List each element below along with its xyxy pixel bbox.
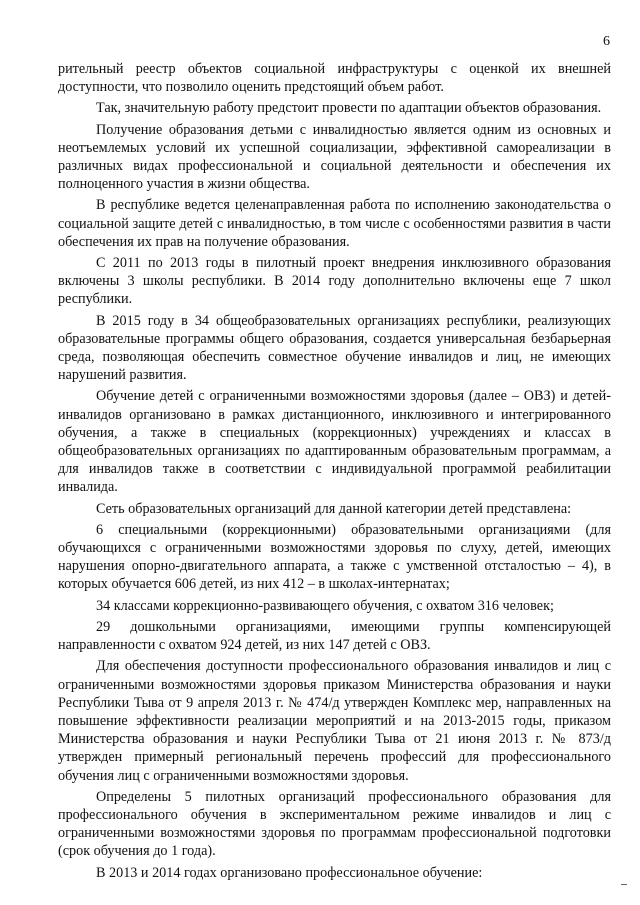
scan-mark xyxy=(621,884,627,885)
page-number: 6 xyxy=(603,34,610,49)
paragraph-network-intro: Сеть образовательных организаций для данной категории детей представлена: xyxy=(96,500,572,517)
paragraph-education-right: Получение образования детьми с инвалидностью является одним из основных и неотъемлемых условий их успешной социализации, эффективной самореализации в различных видах профессиональной и социальной деятельности и обеспечения их полноценного участия в жизни общества. xyxy=(58,121,611,193)
paragraph-barrier-free: В 2015 году в 34 общеобразовательных организациях республики, реализующих образовательные программы общего образования, создается универсальная безбарьерная среда, позволяющая обеспечить совместное обучение инвалидов и лиц, не имеющих нарушений развития. xyxy=(58,312,611,384)
list-item-preschool: 29 дошкольными организациями, имеющими группы компенсирующей направленности с охватом 924 детей, из них 147 детей с ОВЗ. xyxy=(58,618,611,654)
paragraph-ovz-education: Обучение детей с ограниченными возможностями здоровья (далее – ОВЗ) и детей-инвалидов организовано в рамках дистанционного, инклюзивного и интегрированного обучения, а также в специальных (коррекционных) учреждениях и классах в общеобразовательных организациях по адаптированным образовательным программам, а для инвалидов также в соответствии с индивидуальной программой реабилитации инвалида. xyxy=(58,388,611,496)
list-item-correction-classes: 34 классами коррекционно-развивающего обучения, с охватом 316 человек; xyxy=(96,597,554,614)
body-text xyxy=(58,60,611,885)
paragraph-adaptation: Так, значительную работу предстоит провести по адаптации объектов образования. xyxy=(96,100,602,117)
paragraph-training-intro: В 2013 и 2014 годах организовано профессиональное обучение: xyxy=(96,864,483,881)
paragraph-professional-education: Для обеспечения доступности профессионального образования инвалидов и лиц с ограниченными возможностями здоровья приказом Министерства образования и науки Республики Тыва от 9 апреля 2013 г. № 474/д утвержден Комплекс мер, направленных на повышение эффективности реализации мероприятий и на 2013-2015 годы, приказом Министерства образования и науки Республики Тыва от 21 июня 2013 г. № 873/д утвержден примерный региональный перечень профессий для профессионального обучения лиц с ограниченными возможностями здоровья. xyxy=(58,658,611,784)
paragraph-continuation: рительный реестр объектов социальной инфраструктуры с оценкой их внешней доступности, что позволило оценить предстоящий объем работ. xyxy=(58,61,611,96)
paragraph-legislation: В республике ведется целенаправленная работа по исполнению законодательства о социальной защите детей с инвалидностью, в том числе с особенностями развития в части обеспечения их прав на получение образования. xyxy=(58,197,611,250)
list-item-special-schools: 6 специальными (коррекционными) образовательными организациями (для обучающихся с ограниченными возможностями здоровья по слуху, детей, имеющих нарушения опорно-двигательного аппарата, а также с умственной отсталостью – 4), в которых обучается 606 детей, из них 412 – в школах-интернатах; xyxy=(58,521,611,593)
paragraph-pilot-organizations: Определены 5 пилотных организаций профессионального образования для профессионального обучения в экспериментальном режиме инвалидов и лиц с ограниченными возможностями здоровья по программам профессиональной подготовки (срок обучения до 1 года). xyxy=(58,788,611,860)
paragraph-pilot-project: С 2011 по 2013 годы в пилотный проект внедрения инклюзивного образования включены 3 школы республики. В 2014 году дополнительно включены еще 7 школ республики. xyxy=(58,255,611,308)
